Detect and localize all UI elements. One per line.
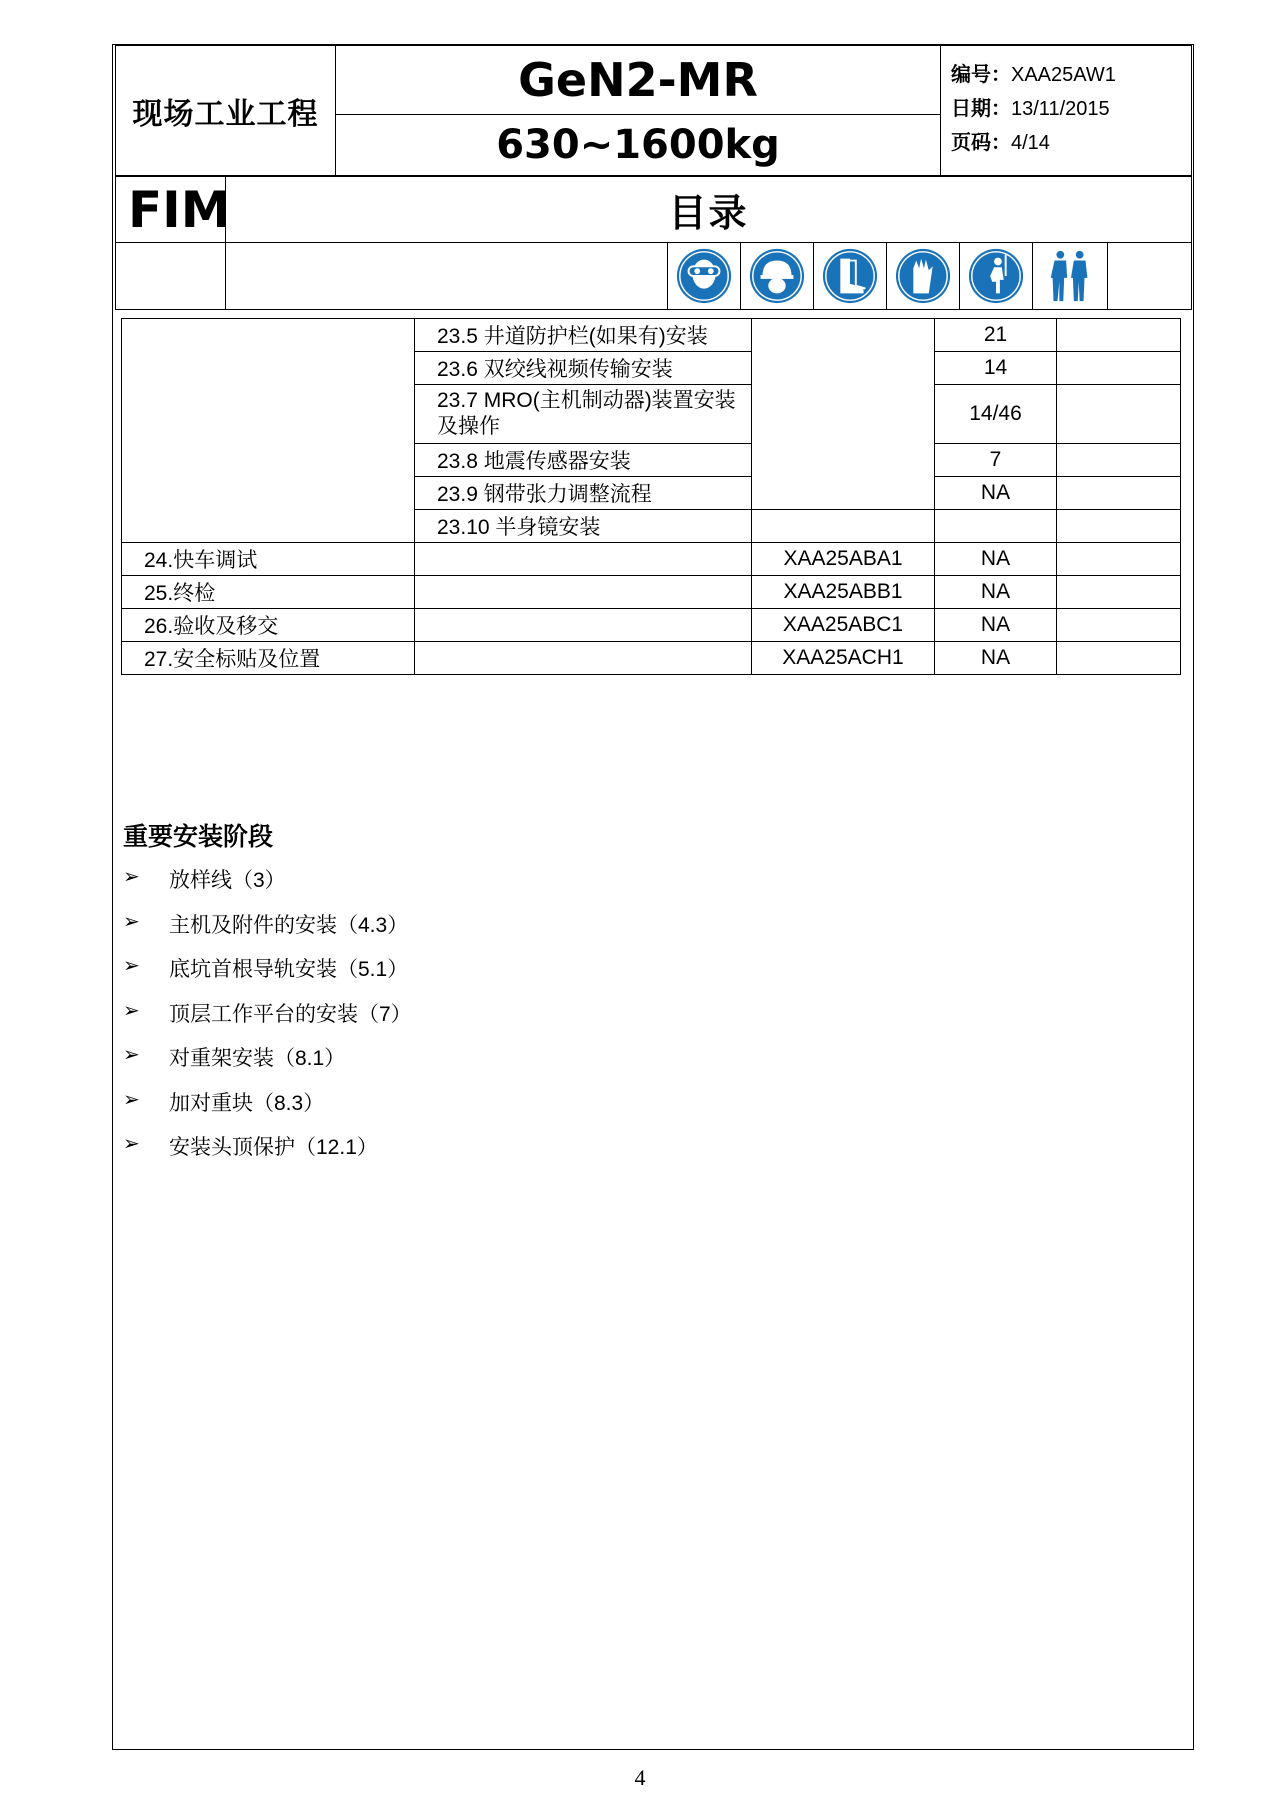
remark-cell <box>1057 510 1181 543</box>
remark-cell <box>1057 609 1181 642</box>
remark-cell <box>1057 642 1181 675</box>
arrow-bullet-icon: ➢ <box>123 910 140 933</box>
doc-code-cell <box>752 319 935 510</box>
load-range: 630~1600kg <box>336 115 941 176</box>
list-item: ➢ 顶层工作平台的安装（7） <box>123 999 412 1026</box>
model-name: GeN2-MR <box>336 46 941 115</box>
section-cell <box>415 543 752 576</box>
doc-code-cell: XAA25ABC1 <box>752 609 935 642</box>
section-cell: 23.7 MRO(主机制动器)装置安装及操作 <box>415 385 752 444</box>
remark-cell <box>1057 352 1181 385</box>
page-number: 4 <box>634 1765 646 1790</box>
harness-icon <box>960 243 1033 309</box>
hard-hat-icon <box>741 243 814 309</box>
safety-boots-icon <box>814 243 887 309</box>
page-title: 目录 <box>226 177 1192 243</box>
remark-cell <box>1057 319 1181 352</box>
empty-cell <box>116 243 226 310</box>
section-cell: 23.10 半身镜安装 <box>415 510 752 543</box>
chapter-cell: 27.安全标贴及位置 <box>122 642 415 675</box>
table-row <box>122 642 1181 675</box>
arrow-bullet-icon: ➢ <box>123 1133 140 1155</box>
chapter-cell <box>122 319 415 543</box>
remark-cell <box>1057 385 1181 444</box>
table-row <box>122 319 1181 352</box>
arrow-bullet-icon: ➢ <box>123 955 140 977</box>
doc-code-cell <box>752 510 935 543</box>
list-item: ➢ 放样线（3） <box>123 866 286 892</box>
section-cell: 23.6 双绞线视频传输安装 <box>415 352 752 385</box>
remark-cell <box>1057 444 1181 477</box>
two-persons-icon <box>1033 243 1108 309</box>
page-count-cell: NA <box>935 477 1057 510</box>
doc-code-cell: XAA25ABB1 <box>752 576 935 609</box>
list-item: ➢ 主机及附件的安装（4.3） <box>123 910 409 937</box>
doc-code-cell: XAA25ABA1 <box>752 543 935 576</box>
section-header <box>115 176 1192 310</box>
list-item: ➢ 对重架安装（8.1） <box>123 1044 346 1070</box>
document-header <box>115 45 1192 176</box>
key-stages-list <box>123 864 412 1176</box>
gloves-icon <box>887 243 960 309</box>
page-count-cell <box>935 510 1057 543</box>
chapter-cell: 26.验收及移交 <box>122 609 415 642</box>
contents-table <box>121 318 1181 675</box>
page-count-cell: NA <box>935 576 1057 609</box>
page-count-cell: NA <box>935 642 1057 675</box>
page-count-cell: 14 <box>935 352 1057 385</box>
section-cell: 23.5 井道防护栏(如果有)安装 <box>415 319 752 352</box>
table-row <box>122 609 1181 642</box>
ppe-icons-row <box>226 243 1192 310</box>
section-cell <box>415 609 752 642</box>
chapter-cell: 25.终检 <box>122 576 415 609</box>
remark-cell <box>1057 477 1181 510</box>
doc-code-cell: XAA25ACH1 <box>752 642 935 675</box>
doc-date: 日期：13/11/2015 <box>951 98 1110 120</box>
arrow-bullet-icon: ➢ <box>123 999 140 1022</box>
arrow-bullet-icon: ➢ <box>123 866 140 888</box>
arrow-bullet-icon: ➢ <box>123 1088 140 1111</box>
page-count-cell: NA <box>935 609 1057 642</box>
section-cell <box>415 576 752 609</box>
fim-label: FIM <box>116 177 226 243</box>
doc-number: 编号：XAA25AW1 <box>951 64 1116 86</box>
remark-cell <box>1057 576 1181 609</box>
page-count-cell: 14/46 <box>935 385 1057 444</box>
list-item: ➢ 安装头顶保护（12.1） <box>123 1133 378 1159</box>
safety-goggles-icon <box>668 243 741 309</box>
page-count-cell: 21 <box>935 319 1057 352</box>
list-item: ➢ 加对重块（8.3） <box>123 1088 325 1115</box>
chapter-cell: 24.快车调试 <box>122 543 415 576</box>
page-count-cell: 7 <box>935 444 1057 477</box>
table-row <box>122 543 1181 576</box>
remark-cell <box>1057 543 1181 576</box>
document-meta <box>941 46 1192 176</box>
arrow-bullet-icon: ➢ <box>123 1044 140 1066</box>
section-cell <box>415 642 752 675</box>
company-name: 现场工业工程 <box>116 46 336 176</box>
key-stages-heading: 重要安装阶段 <box>123 823 274 851</box>
section-cell: 23.8 地震传感器安装 <box>415 444 752 477</box>
doc-page: 页码：4/14 <box>951 132 1050 154</box>
table-row <box>122 576 1181 609</box>
list-item: ➢ 底坑首根导轨安装（5.1） <box>123 955 409 981</box>
section-cell: 23.9 钢带张力调整流程 <box>415 477 752 510</box>
page-count-cell: NA <box>935 543 1057 576</box>
